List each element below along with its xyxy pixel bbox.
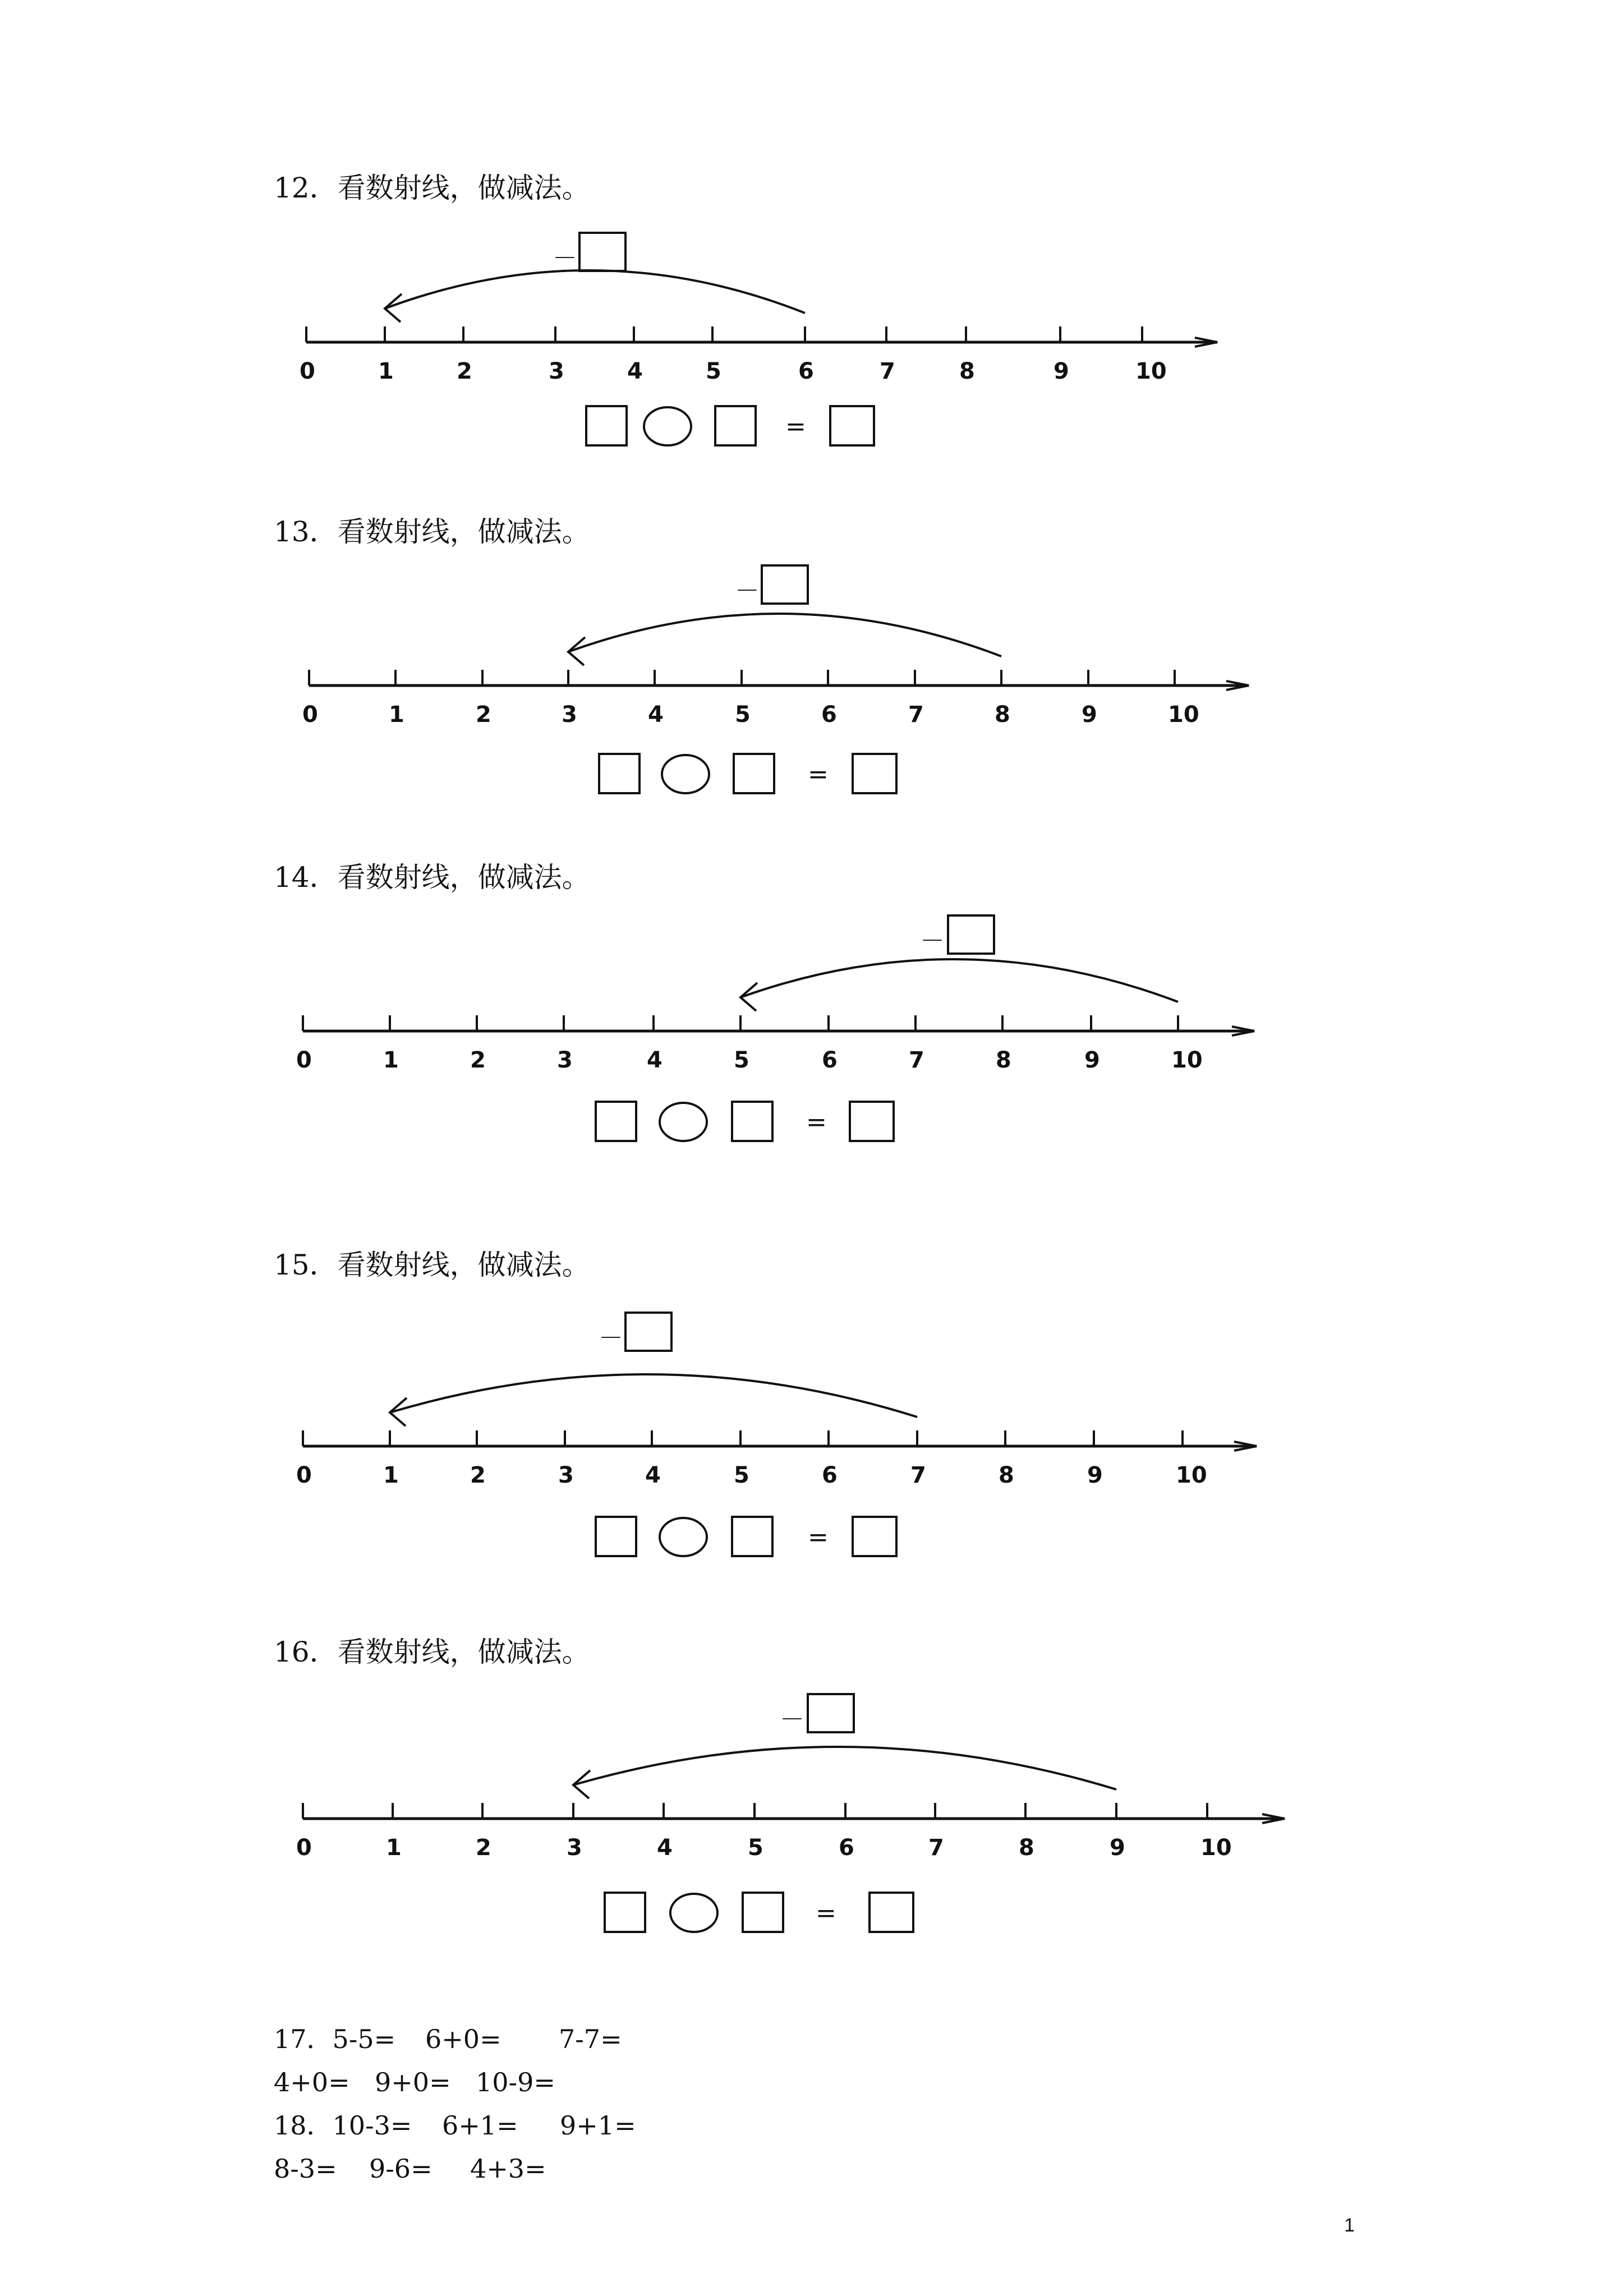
tick-label: 9 <box>1087 1462 1103 1488</box>
tick-label: 1 <box>383 1047 399 1073</box>
equation: 6+1= <box>442 2110 518 2141</box>
equals-sign: = <box>806 1108 827 1137</box>
jump-answer-box[interactable] <box>762 565 808 604</box>
problem-prompt: 14．看数射线，做减法。 <box>274 861 590 894</box>
jump-answer-box[interactable] <box>948 915 994 954</box>
operator-circle[interactable] <box>662 755 709 793</box>
tick-label: 4 <box>627 358 643 384</box>
jump-arc <box>385 270 805 313</box>
tick-label: 8 <box>1019 1835 1034 1861</box>
equation: 17．5-5= <box>274 2024 396 2054</box>
tick-label: 1 <box>389 702 404 728</box>
tick-label: 4 <box>657 1835 673 1861</box>
equation: 4+0= <box>274 2067 350 2097</box>
jump-arc <box>568 614 1001 656</box>
tick-label: 7 <box>908 702 924 728</box>
tick-label: 8 <box>995 702 1010 728</box>
tick-label: 8 <box>999 1462 1014 1488</box>
tick-label: 3 <box>558 1462 574 1488</box>
minuend-box[interactable] <box>596 1102 636 1141</box>
tick-label: 7 <box>910 1462 926 1488</box>
tick-label: 6 <box>821 702 837 728</box>
equation: 4+3= <box>470 2154 546 2184</box>
tick-label: 8 <box>996 1047 1011 1073</box>
tick-label: 3 <box>567 1835 582 1861</box>
tick-label: 10 <box>1171 1047 1203 1073</box>
tick-label: 2 <box>457 358 472 384</box>
operator-circle[interactable] <box>644 407 691 445</box>
problem-prompt: 16．看数射线，做减法。 <box>274 1636 590 1668</box>
tick-label: 0 <box>300 358 315 384</box>
tick-label: 3 <box>557 1047 573 1073</box>
tick-label: 0 <box>296 1835 312 1861</box>
subtrahend-box[interactable] <box>732 1102 772 1141</box>
result-box[interactable] <box>850 1102 894 1141</box>
minuend-box[interactable] <box>586 406 627 445</box>
tick-label: 6 <box>798 358 814 384</box>
subtrahend-box[interactable] <box>732 1517 772 1556</box>
minus-sign: － <box>553 244 577 273</box>
result-box[interactable] <box>869 1893 913 1932</box>
tick-label: 8 <box>959 358 975 384</box>
jump-arc <box>740 959 1178 1002</box>
minus-sign: － <box>735 577 760 605</box>
tick-label: 3 <box>549 358 564 384</box>
minus-sign: － <box>599 1324 623 1352</box>
problem-prompt: 15．看数射线，做减法。 <box>274 1249 590 1281</box>
result-box[interactable] <box>830 406 874 445</box>
equals-sign: = <box>808 760 829 789</box>
tick-label: 4 <box>648 702 664 728</box>
tick-label: 5 <box>734 1462 749 1488</box>
equals-sign: = <box>808 1523 829 1552</box>
subtrahend-box[interactable] <box>734 754 774 793</box>
arith-row-2 <box>274 2066 555 2099</box>
arith-row-3 <box>274 2109 636 2142</box>
tick-label: 7 <box>909 1047 924 1073</box>
tick-label: 10 <box>1200 1835 1232 1861</box>
jump-answer-box[interactable] <box>625 1313 671 1351</box>
number-line-15 <box>0 1290 1624 1552</box>
tick-label: 2 <box>470 1047 486 1073</box>
operator-circle[interactable] <box>660 1103 707 1141</box>
equation: 10-9= <box>476 2067 555 2097</box>
tick-label: 4 <box>645 1462 661 1488</box>
equation: 8-3= <box>274 2154 337 2184</box>
tick-label: 4 <box>647 1047 663 1073</box>
minuend-box[interactable] <box>596 1517 636 1556</box>
number-line-14 <box>0 903 1624 1150</box>
tick-label: 7 <box>928 1835 944 1861</box>
tick-label: 9 <box>1084 1047 1100 1073</box>
tick-label: 2 <box>470 1462 486 1488</box>
equals-sign: = <box>785 412 806 441</box>
minus-sign: － <box>780 1705 804 1734</box>
equation: 9-6= <box>369 2154 433 2184</box>
problem-prompt: 13．看数射线，做减法。 <box>274 516 590 548</box>
number-line-16 <box>0 1677 1624 1941</box>
subtrahend-box[interactable] <box>743 1893 783 1932</box>
minus-sign: － <box>920 927 945 955</box>
tick-label: 5 <box>735 702 751 728</box>
operator-circle[interactable] <box>670 1894 717 1932</box>
jump-arc <box>390 1374 917 1417</box>
equation: 6+0= <box>425 2024 502 2054</box>
tick-label: 5 <box>734 1047 749 1073</box>
arith-row-4 <box>274 2152 546 2185</box>
tick-label: 6 <box>822 1462 838 1488</box>
jump-answer-box[interactable] <box>808 1694 854 1732</box>
tick-label: 6 <box>839 1835 854 1861</box>
tick-label: 2 <box>476 1835 491 1861</box>
equation: 9+1= <box>560 2110 636 2141</box>
arith-row-1 <box>274 2023 622 2055</box>
tick-label: 1 <box>378 358 394 384</box>
tick-label: 10 <box>1135 358 1167 384</box>
tick-label: 2 <box>476 702 491 728</box>
tick-label: 3 <box>562 702 577 728</box>
tick-label: 9 <box>1053 358 1069 384</box>
number-line-12 <box>0 213 1624 460</box>
subtrahend-box[interactable] <box>715 406 756 445</box>
minuend-box[interactable] <box>605 1893 645 1932</box>
tick-label: 10 <box>1176 1462 1207 1488</box>
equals-sign: = <box>816 1899 836 1927</box>
tick-label: 5 <box>748 1835 763 1861</box>
tick-label: 9 <box>1110 1835 1125 1861</box>
tick-label: 1 <box>386 1835 402 1861</box>
page-number: 1 <box>1344 2215 1355 2236</box>
tick-label: 10 <box>1168 702 1199 728</box>
tick-label: 0 <box>296 1462 312 1488</box>
tick-label: 5 <box>706 358 721 384</box>
jump-arc <box>573 1747 1116 1789</box>
equation: 7-7= <box>559 2024 622 2054</box>
operator-circle[interactable] <box>660 1518 707 1556</box>
number-line-13 <box>0 555 1624 802</box>
result-box[interactable] <box>853 754 896 793</box>
equation: 18．10-3= <box>274 2110 412 2141</box>
problem-prompt: 12．看数射线，做减法。 <box>274 172 590 204</box>
tick-label: 9 <box>1082 702 1097 728</box>
jump-answer-box[interactable] <box>579 233 625 271</box>
minuend-box[interactable] <box>599 754 640 793</box>
equation: 9+0= <box>375 2067 451 2097</box>
tick-label: 1 <box>383 1462 399 1488</box>
tick-label: 6 <box>822 1047 838 1073</box>
tick-label: 0 <box>296 1047 312 1073</box>
tick-label: 7 <box>880 358 895 384</box>
result-box[interactable] <box>853 1517 896 1556</box>
tick-label: 0 <box>302 702 318 728</box>
